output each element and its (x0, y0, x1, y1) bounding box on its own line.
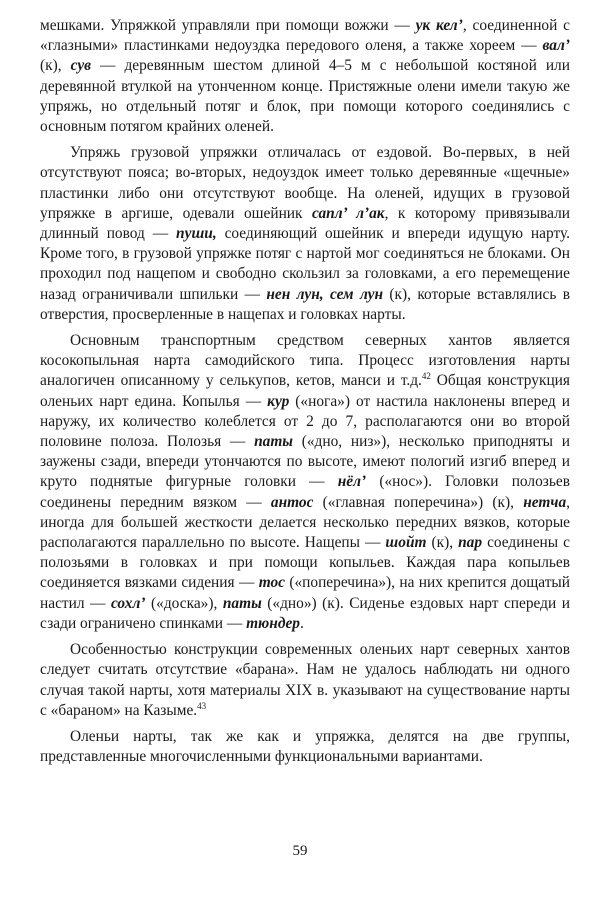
ethnographic-term: вал’ (542, 37, 570, 55)
text-run: Особенностью конструкции современных оленьих нарт северных хантов следует считать отсутствие «барана». Нам не удалось наблюдать ни одного случая такой нарты, хотя материалы XIX в. указывают на существование нарты с «бараном» на Казыме. (40, 641, 570, 719)
paragraph-2 (40, 143, 570, 325)
text-run: Упряжь грузовой упряжки отличалась от ездовой. Во-первых, в ней отсутствуют пояса; во-вторых, недоуздок имеет только деревянные «щечные» пластинки либо они отсутствуют вообще. На оленей, идущих в грузовой упряжке в аргише, одевали ошейник (40, 144, 570, 222)
ethnographic-term: ук кел’ (415, 17, 463, 34)
text-run: (к), (40, 57, 71, 75)
text-run: («нога») от настила наклонены вперед и наружу, их количество колеблется от 2 до 7, располагаются они во второй половине полоза. Полозья — (40, 392, 570, 451)
footnote-ref: 42 (421, 371, 431, 382)
text-run: — деревянным шестом длиной 4–5 м с небольшой костяной или деревянной втулкой на утонченном конце. Пристяжные олени имели такую же упряжь, но отдельный потяг и блок, при помощи которого соединялись с основным потягом крайних оленей. (40, 57, 570, 136)
text-run: Общая конструкция оленьих нарт едина. Копылья — (40, 372, 570, 410)
text-run: соединяющий ошейник и впереди идущую нарту. Кроме того, в грузовой упряжке потяг с нартой мог соединяться не блоками. Он проходил под нащепом и свободно скользил за головками, а его перемещение назад ограничивали шпильки — (40, 225, 570, 303)
ethnographic-term: нетча (523, 493, 567, 511)
ethnographic-term: кур (267, 392, 290, 410)
text-run: (к), (426, 534, 459, 552)
text-run: («дно, низ»), несколько приподняты и заужены сзади, впереди утончаются по высоте, имеют пологий изгиб вперед и круто поднятые фигурные головки — (40, 433, 570, 491)
text-run: («поперечина»), на них крепится дощатый настил — (40, 574, 571, 612)
text-run: , соединенной с «глазными» пластинками недоуздка передового оленя, а также хореем — (40, 17, 570, 55)
ethnographic-term: тос (258, 574, 285, 592)
ethnographic-term: шойт (385, 534, 427, 552)
text-run: («доска»), (145, 594, 223, 612)
text-run: Основным транспортным средством северных хантов является косокопыльная нарта самодийского типа. Процесс изготовления нарты аналогичен описанному у селькупов, кетов, манси и т.д. (40, 332, 570, 390)
text-run: соединены с полозьями в головках и при помощи копыльев. Каждая пара копыльев соединяется вязками сидения — (40, 534, 570, 592)
text-run: . (300, 614, 304, 632)
text-run: , к которому привязывали длинный повод — (40, 204, 570, 243)
text-run: («нос»). Головки полозьев соединены передним вязком — (40, 473, 570, 511)
paragraph-4 (40, 640, 570, 721)
ethnographic-term: пар (458, 534, 483, 552)
ethnographic-term: паты (222, 594, 262, 612)
ethnographic-term: нёл’ (337, 473, 367, 491)
paragraph-5 (40, 727, 570, 767)
ethnographic-term: сапл’ л’ак (312, 204, 385, 222)
text-run: («главная поперечина») (к), (313, 493, 524, 511)
ethnographic-term: паты (254, 433, 293, 451)
text-run: мешками. Упряжкой управляли при помощи вожжи — (40, 17, 416, 34)
ethnographic-term: тюндер (246, 614, 300, 632)
text-run: («дно») (к). Сиденье ездовых нарт спереди и сзади ограничено спинками — (40, 594, 570, 632)
body-text (40, 16, 570, 767)
ethnographic-term: пуши, (176, 225, 217, 243)
ethnographic-term: нен лун, сем лун (266, 285, 384, 303)
page-number: 59 (292, 843, 308, 859)
text-run: , иногда для большей жесткости делается несколько передних вязков, которые располагаются параллельно по высоте. Нащепы — (40, 493, 570, 552)
ethnographic-term: сохл’ (110, 594, 146, 612)
text-run: (к), которые вставлялись в отверстия, просверленные в нащепах и головках нарты. (40, 285, 570, 323)
paragraph-3 (40, 331, 570, 634)
ethnographic-term: антос (270, 493, 314, 511)
footnote-ref: 43 (197, 700, 207, 711)
text-run: Оленьи нарты, так же как и упряжка, делятся на две группы, представленные многочисленными функциональными вариантами. (40, 727, 570, 766)
paragraph-1 (40, 16, 570, 137)
ethnographic-term: сув (70, 57, 92, 75)
